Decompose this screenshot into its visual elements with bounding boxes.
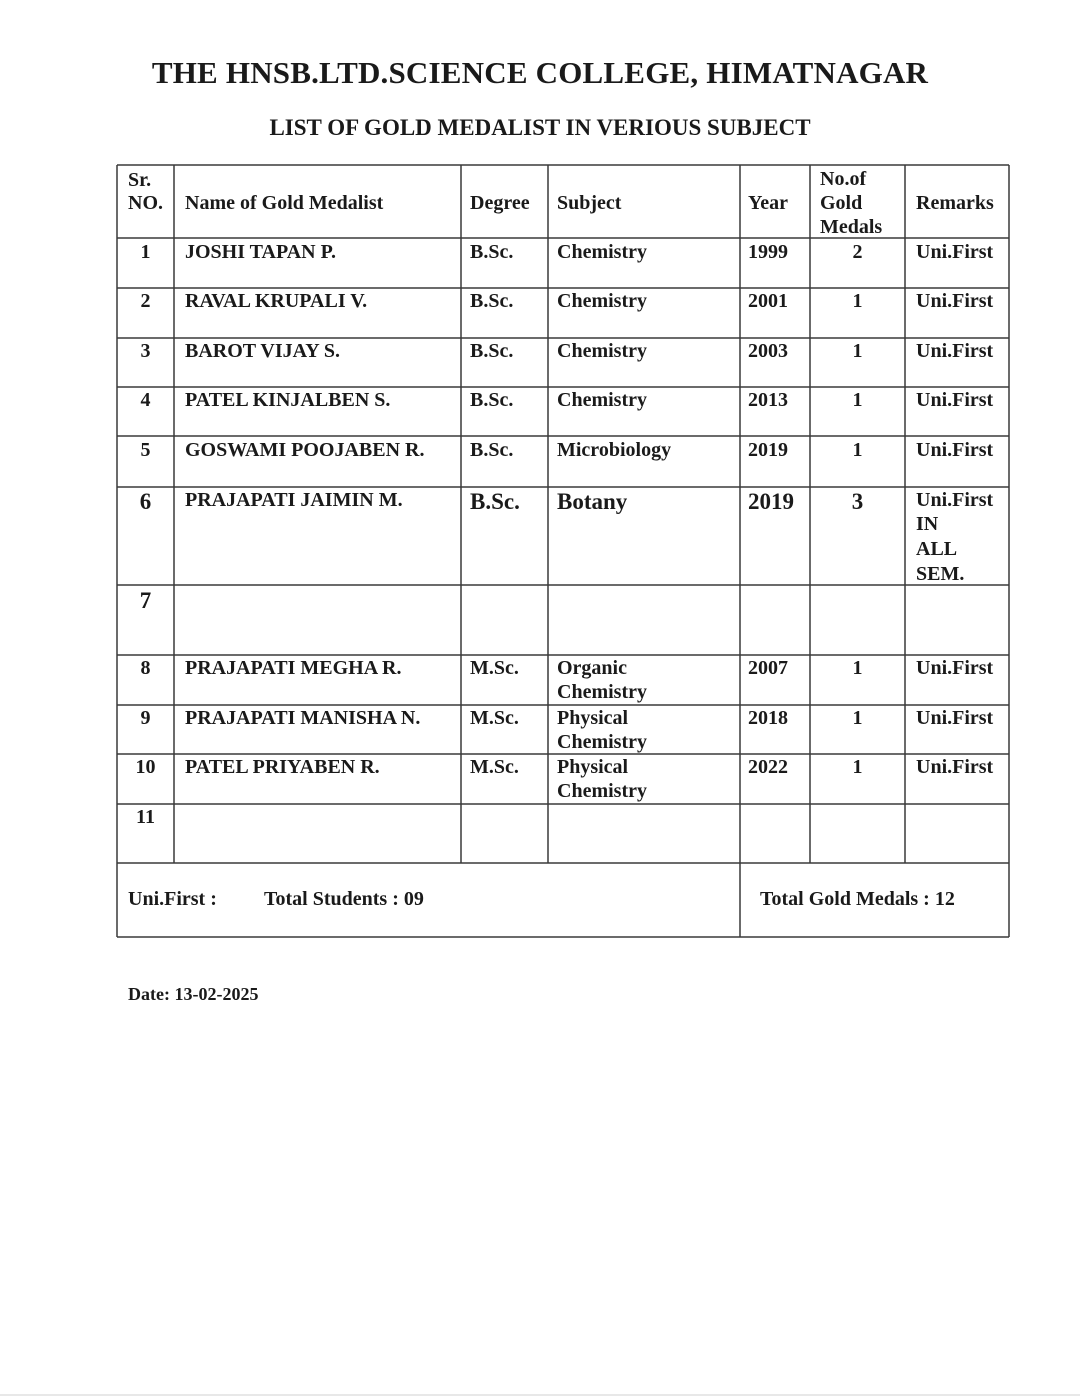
row-4-remarks: Uni.First xyxy=(916,389,994,411)
college-title: THE HNSB.LTD.SCIENCE COLLEGE, HIMATNAGAR xyxy=(151,55,929,90)
header-sr-line2: NO. xyxy=(128,192,163,214)
row-6-subject: Botany xyxy=(557,489,628,514)
header-degree: Degree xyxy=(470,192,530,214)
row-1-name: JOSHI TAPAN P. xyxy=(185,241,336,263)
row-6-name: PRAJAPATI JAIMIN M. xyxy=(185,489,403,511)
row-1-subject: Chemistry xyxy=(557,241,647,263)
row-3-sr: 3 xyxy=(140,340,151,362)
row-1-sr: 1 xyxy=(140,241,151,263)
row-3-year: 2003 xyxy=(748,340,788,362)
row-9-remarks: Uni.First xyxy=(916,707,994,729)
list-subtitle: LIST OF GOLD MEDALIST IN VERIOUS SUBJECT xyxy=(269,115,811,140)
row-6-remarks-line2: IN xyxy=(916,513,939,535)
header-remarks: Remarks xyxy=(916,192,994,214)
row-4-degree: B.Sc. xyxy=(470,389,514,411)
document-date: Date: 13-02-2025 xyxy=(128,984,259,1004)
header-year: Year xyxy=(748,192,788,214)
row-10-subject-line1: Physical xyxy=(557,756,629,778)
row-8-year: 2007 xyxy=(748,657,788,679)
row-2-subject: Chemistry xyxy=(557,290,647,312)
row-9-name: PRAJAPATI MANISHA N. xyxy=(185,707,421,729)
row-7-sr: 7 xyxy=(139,588,152,613)
row-5-medals: 1 xyxy=(852,439,863,461)
row-1-medals: 2 xyxy=(852,241,863,263)
row-5-sr: 5 xyxy=(140,439,151,461)
header-medals-line1: No.of xyxy=(820,168,867,190)
row-11-sr: 11 xyxy=(136,806,155,828)
row-2-medals: 1 xyxy=(852,290,863,312)
row-6-remarks-line4: SEM. xyxy=(916,563,965,585)
row-10-year: 2022 xyxy=(748,756,788,778)
row-2-year: 2001 xyxy=(748,290,788,312)
row-4-name: PATEL KINJALBEN S. xyxy=(185,389,391,411)
header-sr-line1: Sr. xyxy=(128,169,152,191)
row-2-name: RAVAL KRUPALI V. xyxy=(185,290,368,312)
row-3-medals: 1 xyxy=(852,340,863,362)
row-10-subject-line2: Chemistry xyxy=(557,780,647,802)
row-8-remarks: Uni.First xyxy=(916,657,994,679)
row-9-medals: 1 xyxy=(852,707,863,729)
row-1-year: 1999 xyxy=(748,241,788,263)
header-subject: Subject xyxy=(557,192,622,214)
row-2-degree: B.Sc. xyxy=(470,290,514,312)
row-4-subject: Chemistry xyxy=(557,389,647,411)
row-5-remarks: Uni.First xyxy=(916,439,994,461)
row-8-medals: 1 xyxy=(852,657,863,679)
row-8-name: PRAJAPATI MEGHA R. xyxy=(185,657,402,679)
row-10-name: PATEL PRIYABEN R. xyxy=(185,756,380,778)
row-2-sr: 2 xyxy=(140,290,151,312)
row-3-remarks: Uni.First xyxy=(916,340,994,362)
row-2-remarks: Uni.First xyxy=(916,290,994,312)
row-8-degree: M.Sc. xyxy=(470,657,519,679)
row-9-year: 2018 xyxy=(748,707,788,729)
row-3-subject: Chemistry xyxy=(557,340,647,362)
row-9-subject-line1: Physical xyxy=(557,707,629,729)
header-name: Name of Gold Medalist xyxy=(185,192,384,214)
row-3-degree: B.Sc. xyxy=(470,340,514,362)
row-9-sr: 9 xyxy=(140,707,151,729)
row-10-degree: M.Sc. xyxy=(470,756,519,778)
row-1-remarks: Uni.First xyxy=(916,241,994,263)
row-9-degree: M.Sc. xyxy=(470,707,519,729)
page-bottom-edge xyxy=(0,1394,1080,1396)
row-4-year: 2013 xyxy=(748,389,788,411)
row-1-degree: B.Sc. xyxy=(470,241,514,263)
row-10-remarks: Uni.First xyxy=(916,756,994,778)
row-10-sr: 10 xyxy=(135,756,156,778)
header-medals-line2: Gold xyxy=(820,192,863,214)
row-4-sr: 4 xyxy=(140,389,151,411)
row-6-year: 2019 xyxy=(748,489,794,514)
row-10-medals: 1 xyxy=(852,756,863,778)
row-5-subject: Microbiology xyxy=(557,439,672,461)
row-6-remarks-line3: ALL xyxy=(916,538,958,560)
row-5-year: 2019 xyxy=(748,439,788,461)
header-medals-line3: Medals xyxy=(820,216,883,238)
footer-uni-first: Uni.First : xyxy=(128,888,217,910)
row-3-name: BAROT VIJAY S. xyxy=(185,340,341,362)
row-6-degree: B.Sc. xyxy=(470,489,520,514)
row-5-degree: B.Sc. xyxy=(470,439,514,461)
row-5-name: GOSWAMI POOJABEN R. xyxy=(185,439,425,461)
row-6-medals: 3 xyxy=(851,489,864,514)
row-8-subject-line1: Organic xyxy=(557,657,627,679)
row-6-remarks-line1: Uni.First xyxy=(916,489,994,511)
row-8-sr: 8 xyxy=(140,657,151,679)
row-9-subject-line2: Chemistry xyxy=(557,731,647,753)
footer-total-students: Total Students : 09 xyxy=(264,888,424,910)
row-4-medals: 1 xyxy=(852,389,863,411)
footer-total-medals: Total Gold Medals : 12 xyxy=(760,888,955,910)
row-6-sr: 6 xyxy=(139,489,152,514)
row-8-subject-line2: Chemistry xyxy=(557,681,647,703)
